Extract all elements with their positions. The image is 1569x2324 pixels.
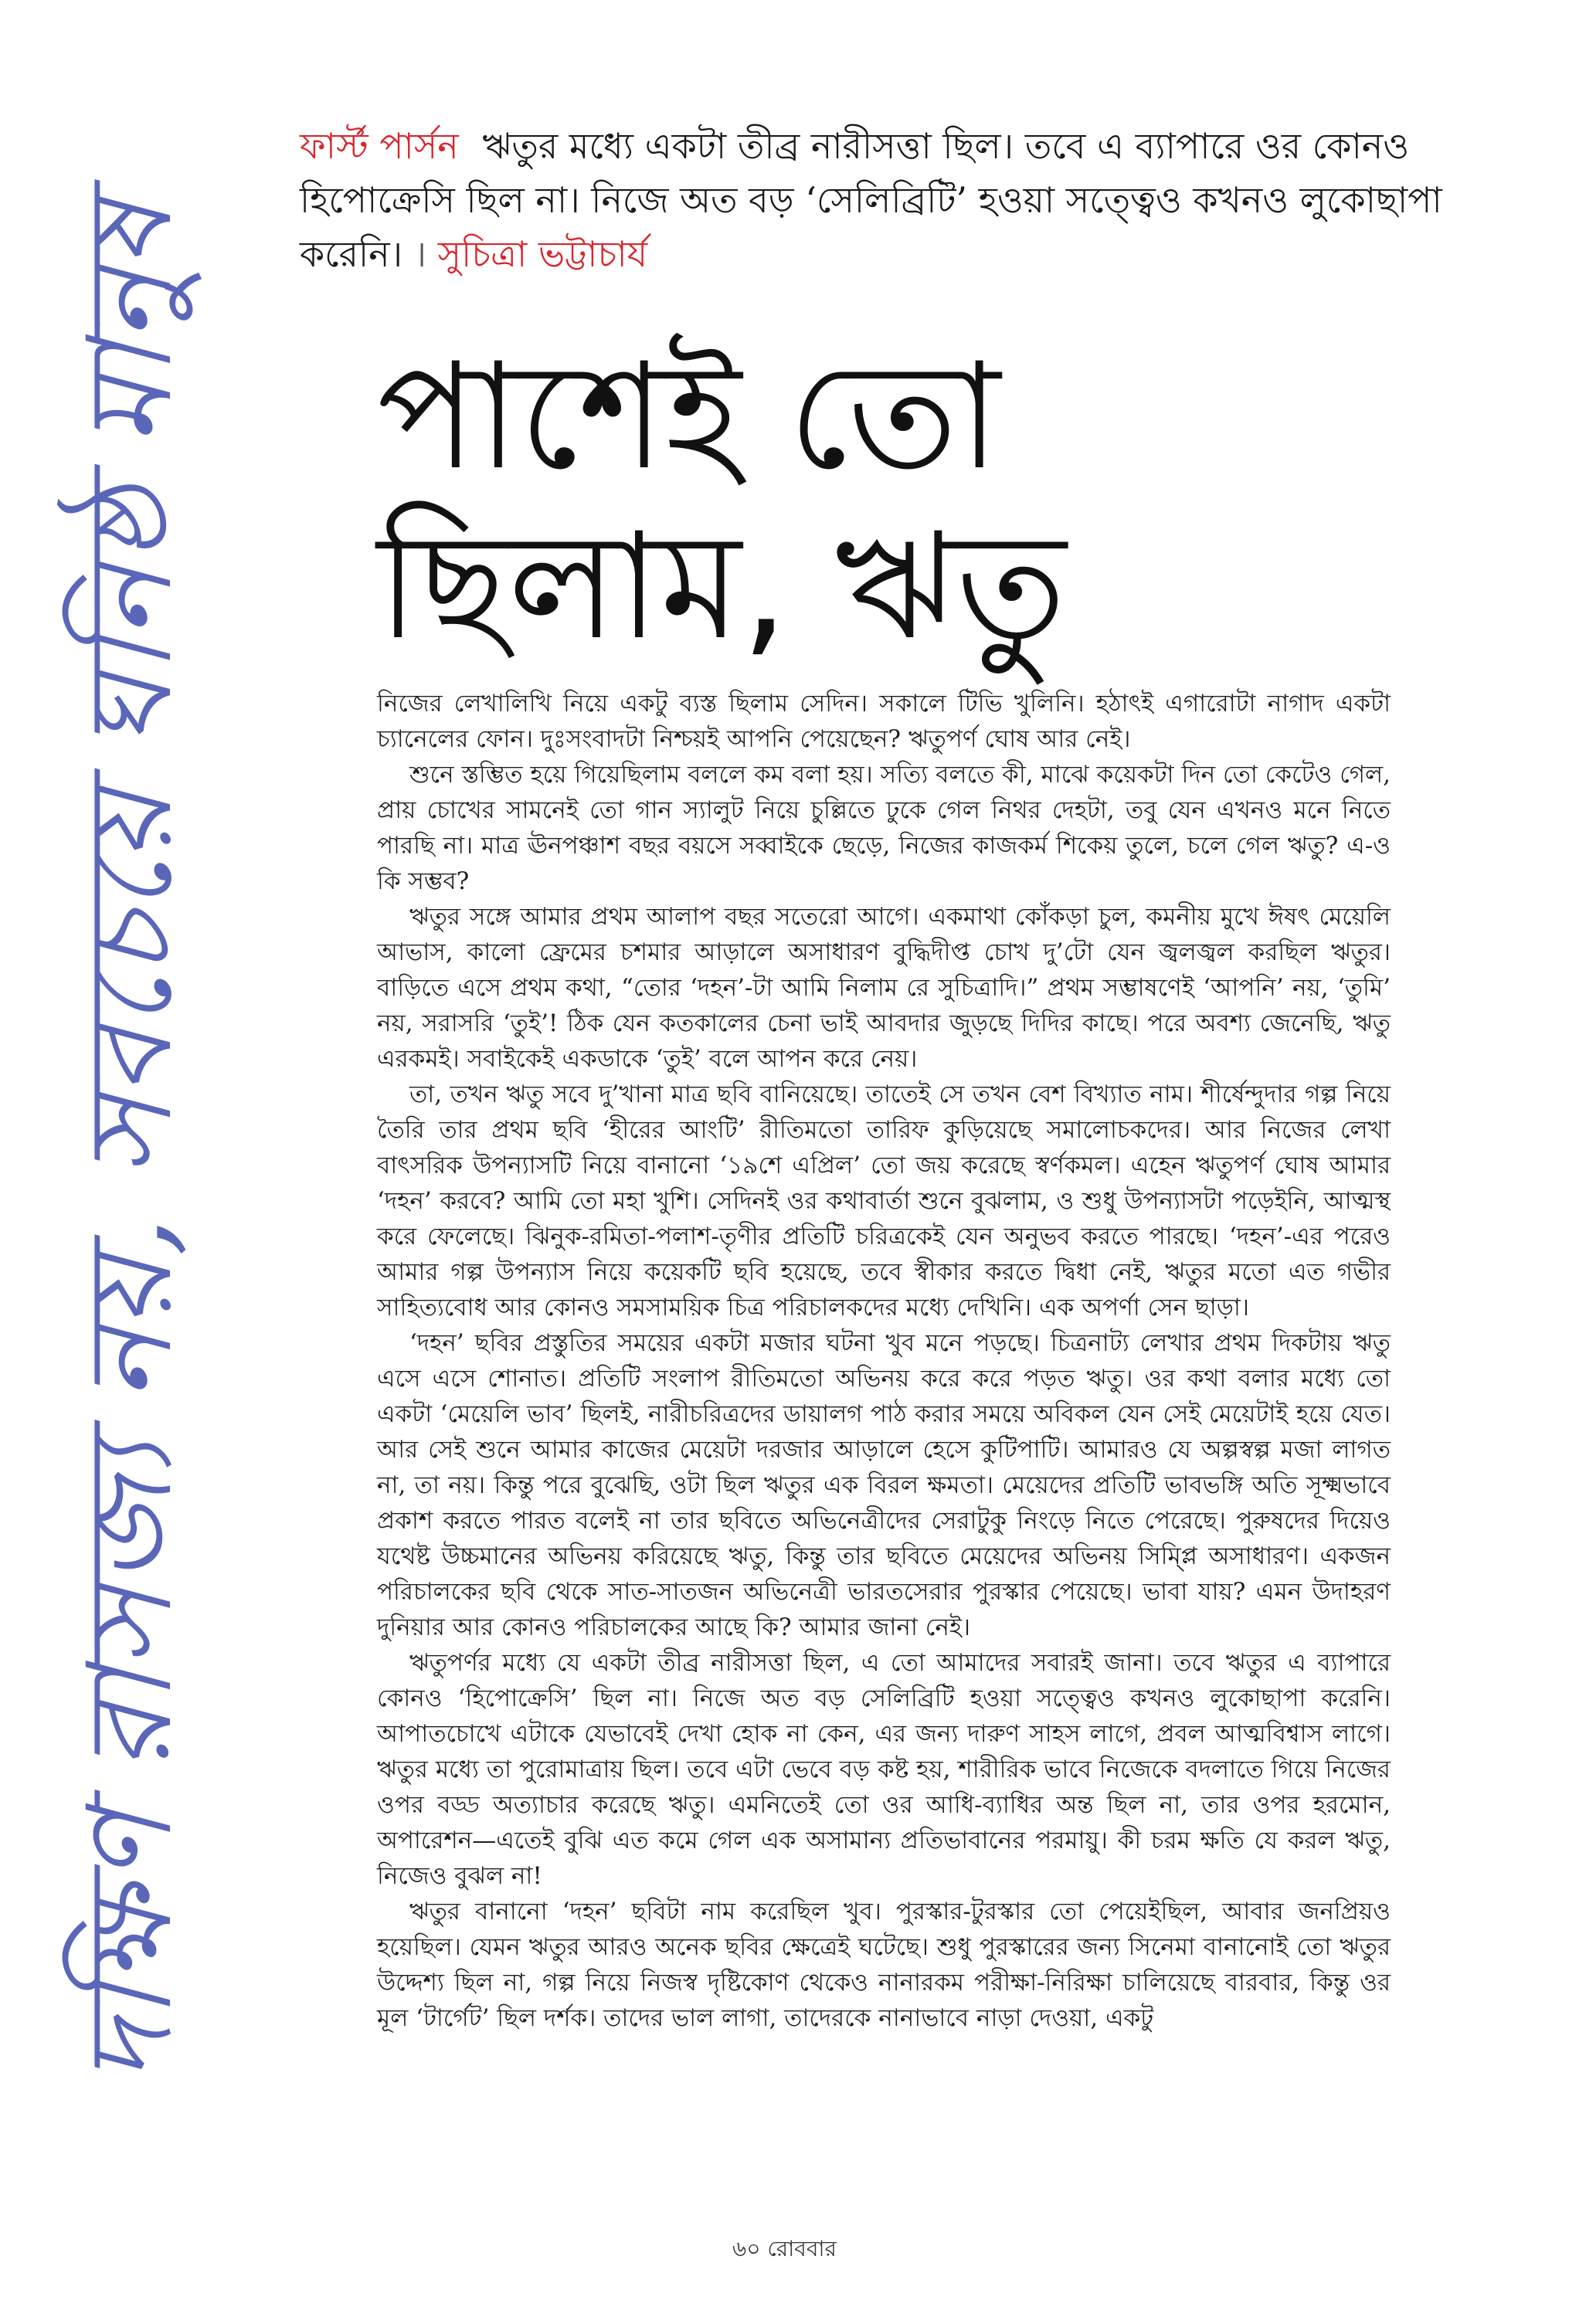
paragraph-7: ঋতুর বানানো ‘দহন’ ছবিটা নাম করেছিল খুব। পুরস্কার-টুরস্কার তো পেয়েইছিল, আবার জনপ্রিয়ও হয়েছিল। যেমন ঋতুর আরও অনেক ছবির ক্ষেত্রেই ঘটেছে। শুধু পুরস্কারের জন্য সিনেমা বানানোই তো ঋতুর উদ্দেশ্য ছিল না, গল্প নিয়ে নিজস্ব দৃষ্টিকোণ থেকেও নানারকম পরীক্ষা-নিরিক্ষা চালিয়েছে বারবার, কিন্তু ওর মূল ‘টার্গেট’ ছিল দর্শক। তাদের ভাল লাগা, তাদেরকে নানাভাবে নাড়া দেওয়া, একটু [377, 1898, 1391, 2032]
paragraph-6: ঋতুপর্ণর মধ্যে যে একটা তীব্র নারীসত্তা ছিল, এ তো আমাদের সবারই জানা। তবে ঋতুর এ ব্যাপারে কোনও ‘হিপোক্রেসি’ ছিল না। নিজে অত বড় সেলিব্রিটি হওয়া সত্ত্বেও কখনও লুকোছাপা করেনি। আপাতচোখে এটাকে যেভাবেই দেখা হোক না কেন, এর জন্য দারুণ সাহস লাগে, প্রবল আত্মবিশ্বাস লাগে। ঋতুর মধ্যে তা পুরোমাত্রায় ছিল। তবে এটা ভেবে বড় কষ্ট হয়, শারীরিক ভাবে নিজেকে বদলাতে গিয়ে নিজের ওপর বড্ড অত্যাচার করেছে ঋতু। এমনিতেই তো ওর আধি-ব্যাধির অন্ত ছিল না, তার ওপর হরমোন, অপারেশন—এতেই বুঝি এত কমে গেল এক অসামান্য প্রতিভাবানের পরমায়ু। কী চরম ক্ষতি যে করল ঋতু, নিজেও বুঝল না! [377, 1649, 1391, 1890]
paragraph-2: শুনে স্তম্ভিত হয়ে গিয়েছিলাম বললে কম বলা হয়। সত্যি বলতে কী, মাঝে কয়েকটা দিন তো কেটেও গেল, প্রায় চোখের সামনেই তো গান স্যালুট নিয়ে চুল্লিতে ঢুকে গেল নিথর দেহটা, তবু যেন এখনও মনে নিতে পারছি না। মাত্র ঊনপঞ্চাশ বছর বয়সে সব্বাইকে ছেড়ে, নিজের কাজকর্ম শিকেয় তুলে, চলে গেল ঋতু? এ-ও কি সম্ভব? [377, 761, 1391, 895]
headline-line-1: পাশেই তো [377, 331, 1000, 502]
column-tag: ফার্স্ট পার্সন [300, 125, 459, 167]
page-folio: ৬০ রোববার [732, 2236, 837, 2261]
intro-text: ঋতুর মধ্যে একটা তীব্র নারীসত্তা ছিল। তবে এ ব্যাপারে ওর কোনও হিপোক্রেসি ছিল না। নিজে অত বড় ‘সেলিব্রিটি’ হওয়া সত্ত্বেও কখনও লুকোছাপা করেনি। [300, 125, 1442, 275]
intro-separator: । [413, 233, 427, 275]
headline-line-2: ছিলাম, ঋতু [377, 501, 1067, 672]
article-body [377, 686, 1391, 2036]
handwritten-note: দক্ষিণ রাসজ্য নয়, সবচেয়ে ঘনিষ্ঠ মানুষ [63, 313, 198, 2085]
paragraph-1: নিজের লেখালিখি নিয়ে একটু ব্যস্ত ছিলাম সেদিন। সকালে টিভি খুলিনি। হঠাৎই এগারোটা নাগাদ একটা চ্যানেলের ফোন। দুঃসংবাদটা নিশ্চয়ই আপনি পেয়েছেন? ঋতুপর্ণ ঘোষ আর নেই। [377, 690, 1391, 753]
paragraph-4: তা, তখন ঋতু সবে দু’খানা মাত্র ছবি বানিয়েছে। তাতেই সে তখন বেশ বিখ্যাত নাম। শীর্ষেন্দুদার গল্প নিয়ে তৈরি তার প্রথম ছবি ‘হীরের আংটি’ রীতিমতো তারিফ কুড়িয়েছে সমালোচকদের। আর নিজের লেখা বাৎসরিক উপন্যাসটি নিয়ে বানানো ‘১৯শে এপ্রিল’ তো জয় করেছে স্বর্ণকমল। এহেন ঋতুপর্ণ ঘোষ আমার ‘দহন’ করবে? আমি তো মহা খুশি। সেদিনই ওর কথাবার্তা শুনে বুঝলাম, ও শুধু উপন্যাসটা পড়েইনি, আত্মস্থ করে ফেলেছে। ঝিনুক-রমিতা-পলাশ-তৃণীর প্রতিটি চরিত্রকেই যেন অনুভব করতে পারছে। ‘দহন’-এর পরেও আমার গল্প উপন্যাস নিয়ে কয়েকটি ছবি হয়েছে, তবে স্বীকার করতে দ্বিধা নেই, ঋতুর মতো এত গভীর সাহিত্যবোধ আর কোনও সমসাময়িক চিত্র পরিচালকদের মধ্যে দেখিনি। এক অপর্ণা সেন ছাড়া। [377, 1081, 1391, 1321]
intro-blurb [300, 119, 1489, 281]
paragraph-3: ঋতুর সঙ্গে আমার প্রথম আলাপ বছর সতেরো আগে। একমাথা কোঁকড়া চুল, কমনীয় মুখে ঈষৎ মেয়েলি আভাস, কালো ফ্রেমের চশমার আড়ালে অসাধারণ বুদ্ধিদীপ্ত চোখ দু’টো যেন জ্বলজ্বল করছিল ঋতুর। বাড়িতে এসে প্রথম কথা, “তোর ‘দহন’-টা আমি নিলাম রে সুচিত্রাদি।” প্রথম সম্ভাষণেই ‘আপনি’ নয়, ‘তুমি’ নয়, সরাসরি ‘তুই’! ঠিক যেন কতকালের চেনা ভাই আবদার জুড়ছে দিদির কাছে। পরে অবশ্য জেনেছি, ঋতু এরকমই। সবাইকেই একডাকে ‘তুই’ বলে আপন করে নেয়। [377, 903, 1391, 1073]
headline [377, 332, 1381, 672]
margin-handwriting [63, 124, 255, 2101]
author-name: সুচিত্রা ভট্টাচার্য [437, 233, 648, 275]
paragraph-5: ‘দহন’ ছবির প্রস্তুতির সময়ের একটা মজার ঘটনা খুব মনে পড়ছে। চিত্রনাট্য লেখার প্রথম দিকটায় ঋতু এসে এসে শোনাত। প্রতিটি সংলাপ রীতিমতো অভিনয় করে করে পড়ত ঋতু। ওর কথা বলার মধ্যে তো একটা ‘মেয়েলি ভাব’ ছিলই, নারীচরিত্রদের ডায়ালগ পাঠ করার সময়ে অবিকল যেন সেই মেয়েটাই হয়ে যেত। আর সেই শুনে আমার কাজের মেয়েটা দরজার আড়ালে হেসে কুটিপাটি। আমারও যে অল্পস্বল্প মজা লাগত না, তা নয়। কিন্তু পরে বুঝেছি, ওটা ছিল ঋতুর এক বিরল ক্ষমতা। মেয়েদের প্রতিটি ভাবভঙ্গি অতি সূক্ষ্মভাবে প্রকাশ করতে পারত বলেই না তার ছবিতে অভিনেত্রীদের সেরাটুকু নিংড়ে নিতে পেরেছে। পুরুষদের দিয়েও যথেষ্ট উচ্চমানের অভিনয় করিয়েছে ঋতু, কিন্তু তার ছবিতে মেয়েদের অভিনয় সিম্প্লি অসাধারণ। একজন পরিচালকের ছবি থেকে সাত-সাতজন অভিনেত্রী ভারতসেরার পুরস্কার পেয়েছে। ভাবা যায়? এমন উদাহরণ দুনিয়ার আর কোনও পরিচালকের আছে কি? আমার জানা নেই। [377, 1329, 1391, 1641]
